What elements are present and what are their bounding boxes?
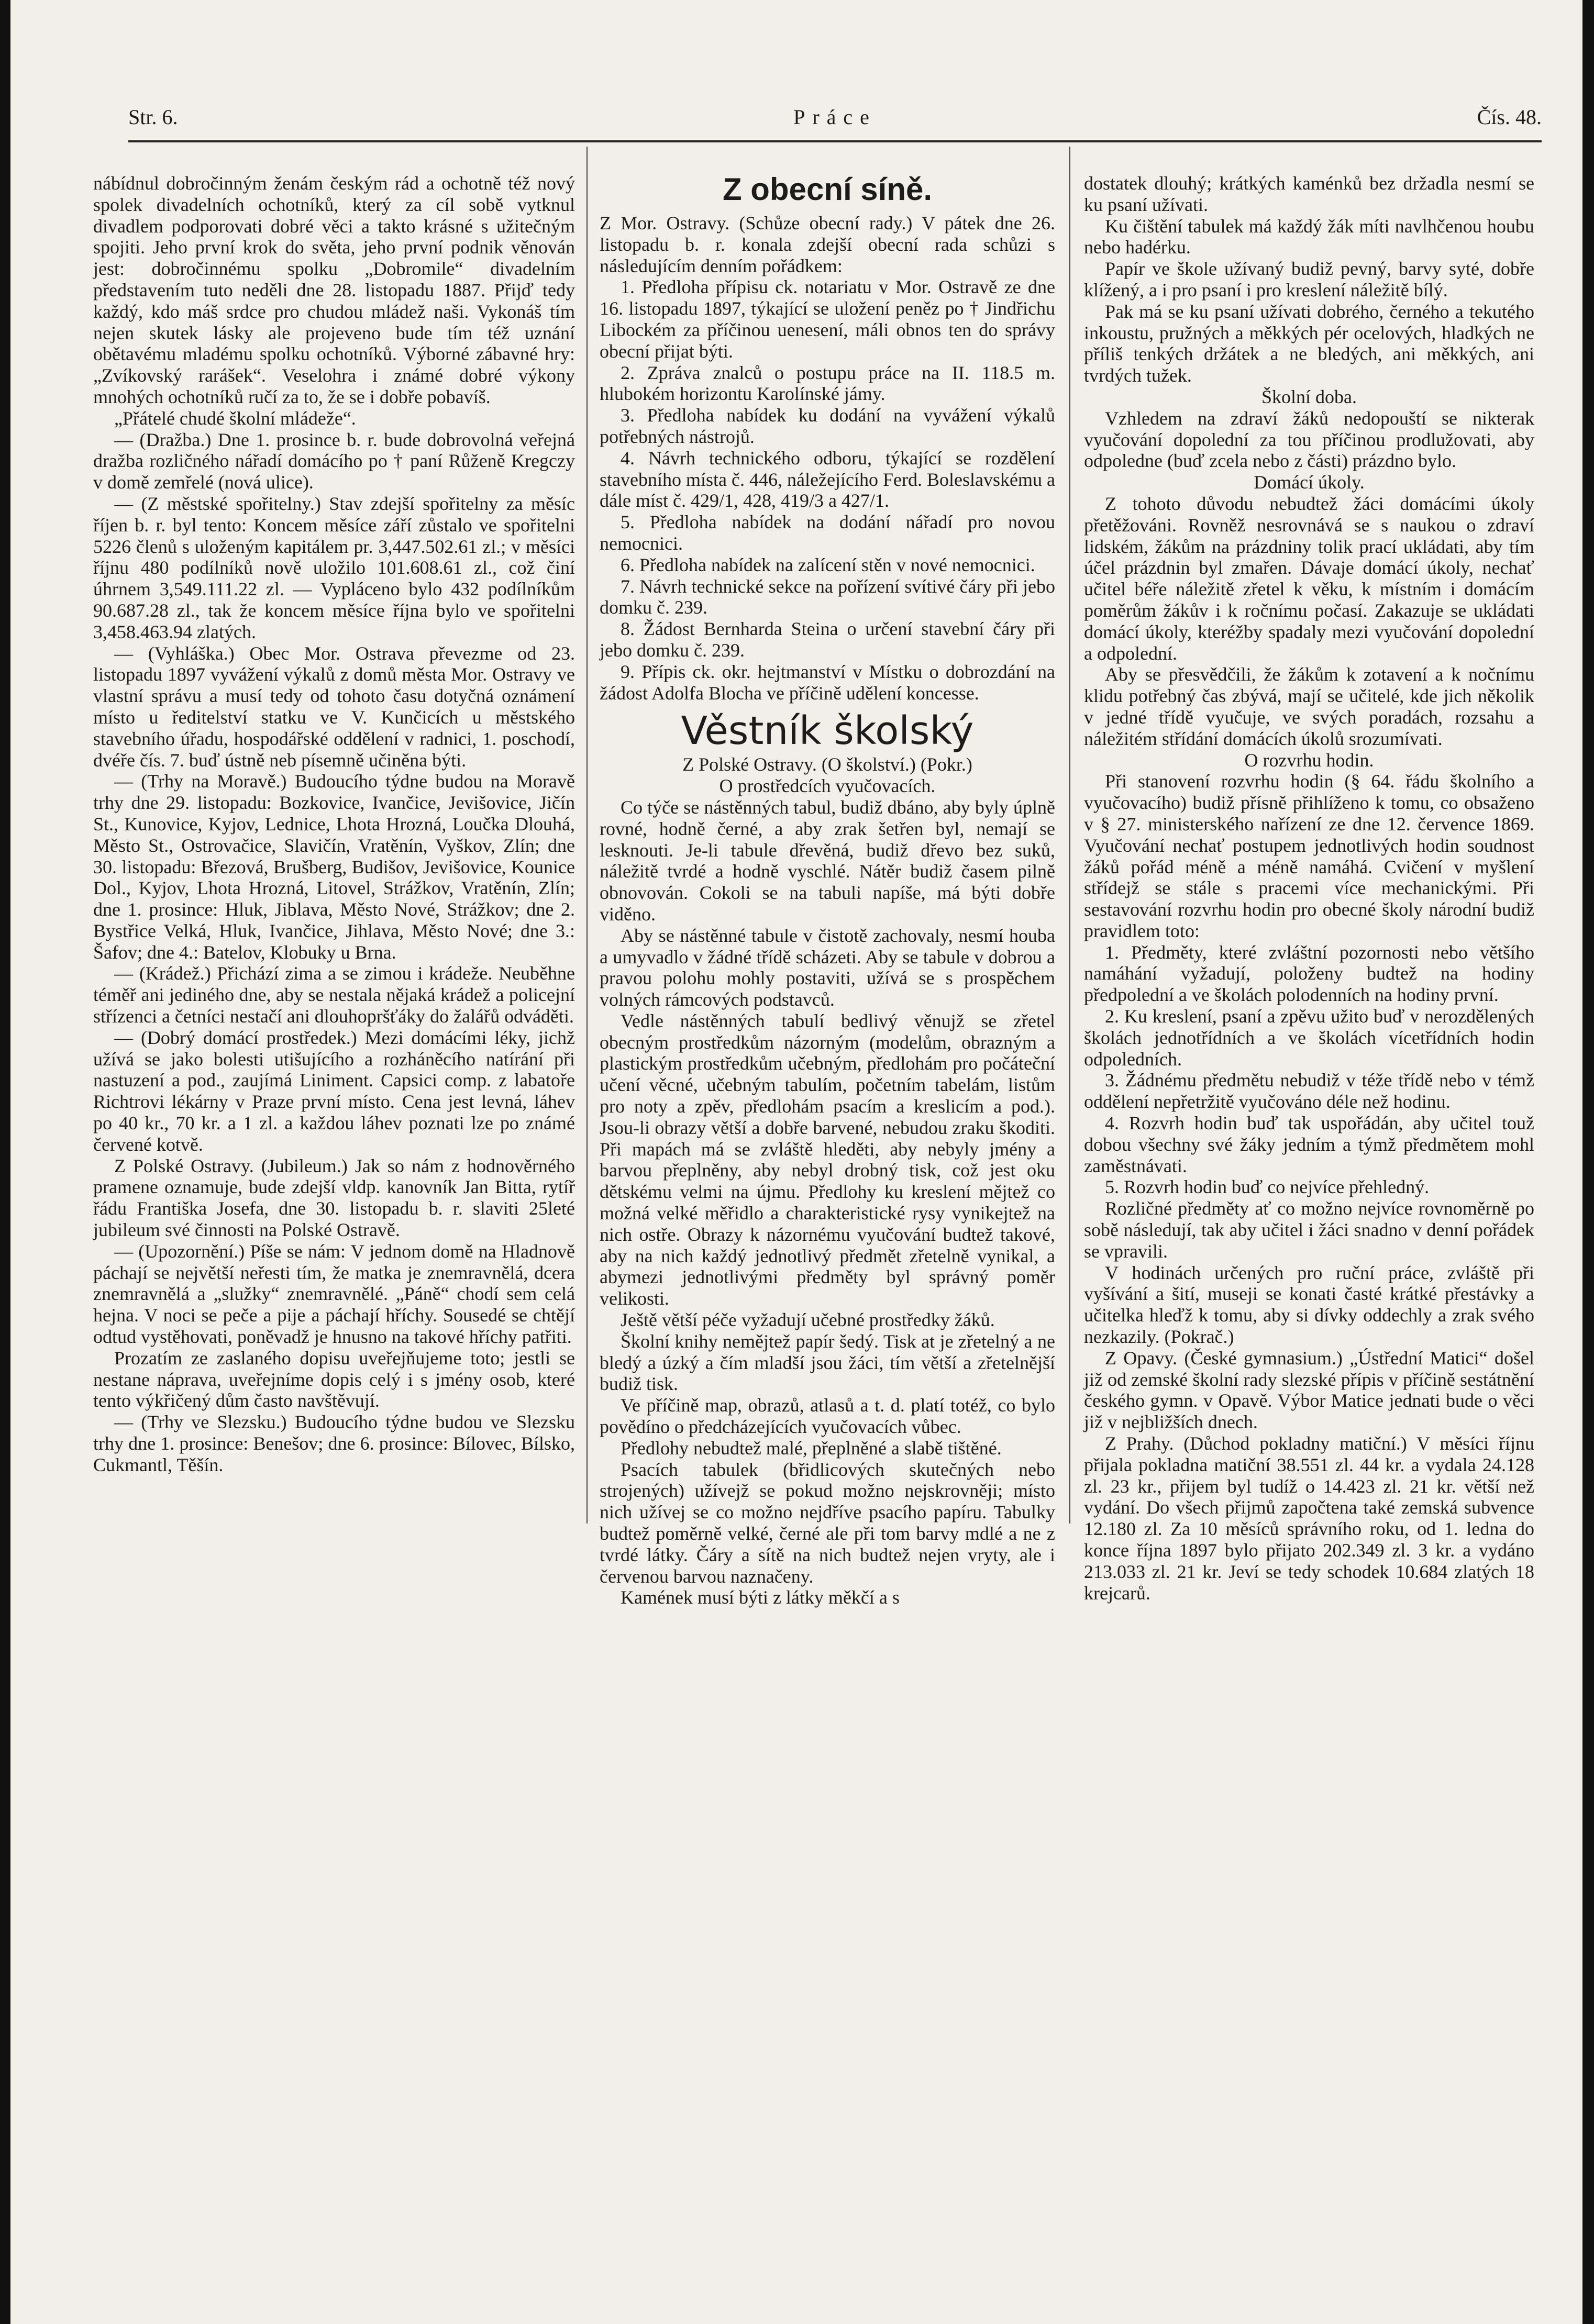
- page-header: [128, 105, 1542, 141]
- paragraph: Ku čištění tabulek má každý žák míti navlhčenou houbu nebo hadérku.: [1084, 215, 1534, 258]
- paragraph: 2. Ku kreslení, psaní a zpěvu užito buď v nerozdělených školách jednotřídních a ve školách vícetřídních hodin odpoledních.: [1084, 1006, 1534, 1070]
- paragraph: nábídnul dobročinným ženám českým rád a ochotně též nový spolek divadelních ochotníků, který za cíl sobě vytknul divadlem podporovati dobré věci a takto krásné s užitečným spojiti. Jeho první krok do světa, jeho první podnik věnován jest: dobročinnému spolku „Dobromile“ divadelním představením tuto neděli dne 28. listopadu 1887. Přijď tedy každý, kdo máš srdce pro chudou mládež naši. Vykonáš tím nejen skutek lásky ale projeveno bude tím též uznání obětavému mladému spolku ochotníků. Výborné zábavné hry: „Zvíkovský rarášek“. Veselohra i známé dobré výkony mnohých ochotníků ručí za to, že se i dobře pobavíš.: [93, 173, 575, 407]
- paragraph: 3. Žádnému předmětu nebudiž v téže třídě nebo v témž oddělení nepřetržitě vyučováno déle než hodinu.: [1084, 1070, 1534, 1113]
- paragraph: V hodinách určených pro ruční práce, zvláště při vyšívání a šití, museji se konati časté krátké přestávky a učitelka hleďž k tomu, aby si dívky oddechly a zrak svého nezkazily. (Pokrač.): [1084, 1262, 1534, 1348]
- paragraph: Ve příčině map, obrazů, atlasů a t. d. platí totéž, co bylo povědíno o předcházejících vyučovacích vůbec.: [600, 1395, 1055, 1438]
- paragraph: Z Polské Ostravy. (O školství.) (Pokr.): [682, 754, 972, 775]
- paragraph: — (Dobrý domácí prostředek.) Mezi domácími léky, jichž užívá se jako bolesti utišujícího a rozháněcího natírání při nastuzení a pod., zaujímá Liniment. Capsici comp. z labatoře Richtrovi lékárny v Praze první místo. Cena jest levná, láhev po 40 kr., 70 kr. a 1 zl. a každou láhev poznati lze po známé červené kotvě.: [93, 1027, 575, 1155]
- header-rule: [128, 140, 1542, 142]
- paragraph: 1. Předloha přípisu ck. notariatu v Mor. Ostravě ze dne 16. listopadu 1897, týkající se uložení peněz po † Jindřichu Libockém za příčinou uenesení, máli obnos ten do správy obecní přijat býti.: [600, 276, 1055, 362]
- newspaper-title: Práce: [793, 105, 877, 129]
- column-2: [600, 173, 1055, 1608]
- paragraph: Domácí úkoly.: [1254, 472, 1365, 493]
- paragraph: 5. Rozvrh hodin buď co nejvíce přehledný.: [1105, 1176, 1430, 1198]
- paragraph: Předlohy nebudtež malé, přeplněné a slabě tištěné.: [621, 1437, 1002, 1459]
- paragraph: Rozličné předměty ať co možno nejvíce rovnoměrně po sobě následují, tak aby učitel i žáci snadno v denní pořádek se vpravili.: [1084, 1198, 1534, 1262]
- paragraph: 3. Předloha nabídek ku dodání na vyvážení výkalů potřebných nástrojů.: [600, 405, 1055, 447]
- column-divider-2: [1069, 147, 1070, 1524]
- paragraph: Aby se nástěnné tabule v čistotě zachovaly, nesmí houba a umyvadlo v žádné třídě scházeti. Aby se tabule v dobrou a pravou polohu mohly postaviti, užívá se s prospěchem volných rámcových podstavců.: [600, 925, 1055, 1010]
- paragraph: Co týče se nástěnných tabul, budiž dbáno, aby byly úplně rovné, hodně černé, a aby zrak šetřen byl, nemají se lesknouti. Je-li tabule dřevěná, budiž dřevo bez suků, náležitě tvrdé a hodně vyschlé. Nátěr budiž časem pilně obnovován. Cokoli se na tabuli napíše, má býti dobře viděno.: [600, 796, 1055, 925]
- paragraph: Prozatím ze zaslaného dopisu uveřejňujeme toto; jestli se nestane náprava, uveřejníme dopis celý i s jmény osob, které tento výkřičený dům často navštěvují.: [93, 1347, 575, 1411]
- paragraph: Z Polské Ostravy. (Jubileum.) Jak so nám z hodnověrného pramene oznamuje, bude zdejší vldp. kanovník Jan Bitta, rytíř řádu Františka Josefa, dne 30. listopadu b. r. slaviti 25leté jubileum své činnosti na Polské Ostravě.: [93, 1155, 575, 1241]
- paragraph: O rozvrhu hodin.: [1244, 749, 1374, 771]
- paragraph: 6. Předloha nabídek na zalícení stěn v nové nemocnici.: [621, 554, 1035, 575]
- column-divider-1: [586, 147, 588, 1524]
- paragraph: Z Prahy. (Důchod pokladny matiční.) V měsíci říjnu přijala pokladna matiční 38.551 zl. 44 kr. a vydala 24.128 zl. 23 kr., přijem byl tudíž o 14.423 zl. 21 kr. větší než vydání. Do všech přijmů započtena také zemská subvence 12.180 zl. Za 10 měsíců správního roku, od 1. ledna do konce října 1897 bylo přijato 202.349 zl. 3 kr. a vydáno 213.033 zl. 21 kr. Jeví se tedy schodek 10.684 zlatých 18 krejcarů.: [1084, 1433, 1534, 1604]
- page-number: Str. 6.: [128, 105, 178, 129]
- paragraph: 1. Předměty, které zvláštní pozornosti nebo většího namáhání vyžadují, položeny budtež na hodiny předpolední a ve školách polodenních na hodiny první.: [1084, 941, 1534, 1006]
- paragraph: Vzhledem na zdraví žáků nedopouští se nikterak vyučování dopolední za tou příčinou prodlužovati, aby odpoledne (buď zcela nebo z části) prázdno bylo.: [1084, 407, 1534, 472]
- paragraph: Kamének musí býti z látky měkčí a s: [621, 1587, 900, 1608]
- vestnik-skolsky-content: [600, 754, 1055, 1608]
- paragraph: „Přátelé chudé školní mládeže“.: [114, 407, 356, 429]
- paragraph: — (Dražba.) Dne 1. prosince b. r. bude dobrovolná veřejná dražba rozličného nářadí domácího po † paní Růženě Kregczy v domě zemřelé (nová ulice).: [93, 429, 575, 493]
- paragraph: O prostředcích vyučovacích.: [719, 775, 936, 797]
- paragraph: Papír ve škole užívaný budiž pevný, barvy syté, dobře klížený, a i pro psaní i pro kreslení náležitě bílý.: [1084, 258, 1534, 301]
- paragraph: Při stanovení rozvrhu hodin (§ 64. řádu školního a vyučovacího) budiž přísně přihlíženo k tomu, co obsaženo v § 27. ministerského nařízení ze dne 12. července 1869. Vyučování nechať postupem jednotlivých hodin soudnost žáků pořád méně a méně namáhá. Cvičení v myšlení střídejž se stále s pracemi více mechanickými. Při sestavování rozvrhu hodin pro obecné školy národní budiž pravidlem toto:: [1084, 771, 1534, 941]
- section-heading-obecni-sin: Z obecní síně.: [722, 172, 933, 207]
- paragraph: Z tohoto důvodu nebudtež žáci domácími úkoly přetěžováni. Rovněž nesrovnává se s naukou o zdraví lidském, žákům na prázdniny tolik prací ukládati, aby tím účel prázdnin byl zmařen. Dávaje domácí úkoly, nechať učitel béře náležitě zřetel k věku, k místním i domácím poměrům žákův i k ročnímu počasí. Zakazuje se ukládati domácí úkoly, kteréžby spadaly mezi vyučování dopolední a odpolední.: [1084, 493, 1534, 664]
- paragraph: Školní knihy nemějtež papír šedý. Tisk at je zřetelný a ne bledý a úzký a čím mladší jsou žáci, tím větší a zřetelnější budiž tisk.: [600, 1330, 1055, 1395]
- paragraph: 7. Návrh technické sekce na pořízení svítivé čáry při jebo domku č. 239.: [600, 575, 1055, 618]
- paragraph: Ještě větší péče vyžadují učebné prostředky žáků.: [621, 1309, 995, 1331]
- paragraph: dostatek dlouhý; krátkých kaménků bez držadla nesmí se ku psaní užívati.: [1084, 173, 1534, 215]
- column-1: [93, 173, 575, 1476]
- paragraph: — (Trhy na Moravě.) Budoucího týdne budou na Moravě trhy dne 29. listopadu: Bozkovice, Ivančice, Jevišovice, Jičín St., Kunovice, Kyjov, Lednice, Lhota Hrozná, Loučka Dlouhá, Město St., Ostrovačice, Slavičín, Vratěnín, Vyškov, Zlín; dne 30. listopadu: Březová, Brušberg, Budišov, Jevišovice, Kounice Dol., Kyjov, Lhota Hrozná, Litovel, Strážkov, Vratěnín, Zlín; dne 1. prosince: Hluk, Jiblava, Město Nové, Strážkov; dne 2. Bystřice Velká, Hluk, Ivančice, Jihlava, Město Nové; dne 3.: Šafov; dne 4.: Batelov, Klobuky u Brna.: [93, 771, 575, 963]
- paragraph: 2. Zpráva znalců o postupu práce na II. 118.5 m. hlubokém horizontu Karolínské jámy.: [600, 362, 1055, 405]
- paragraph: — (Z městské spořitelny.) Stav zdejší spořitelny za měsíc říjen b. r. byl tento: Koncem měsíce září zůstalo ve spořitelni 5226 členů s uloženým kapitálem pr. 3,447.502.61 zl.; v měsíci říjnu 480 podílníků nově uložilo 101.608.61 zl., což činí úhrnem 3,549.111.22 zl. — Vypláceno bylo 432 podílníkům 90.687.28 zl., tak že koncem měsíce října bylo ve spořitelni 3,458.463.94 zlatých.: [93, 493, 575, 642]
- paragraph: Školní doba.: [1261, 386, 1357, 407]
- paragraph: — (Upozornění.) Píše se nám: V jednom domě na Hladnově páchají se největší neřesti tím, že matka je znemravnělá, dcera znemravnělá a „služky“ znemravnělé. „Páně“ chodí sem celá hejna. V noci se peče a pije a páchají hříchy. Sousedé se chtějí odtud vystěhovati, poněvadž je hnusno na takové hříchy patřiti.: [93, 1240, 575, 1348]
- paragraph: — (Krádež.) Přichází zima a se zimou i krádeže. Neuběhne téměř ani jediného dne, aby se nestala nějaká krádež a policejní střízenci a četníci nestačí ani dlouhopršťáky do žalářů odváděti.: [93, 963, 575, 1027]
- paragraph: 8. Žádost Bernharda Steina o určení stavební čáry při jebo domku č. 239.: [600, 618, 1055, 661]
- paragraph: 9. Přípis ck. okr. hejtmanství v Místku o dobrozdání na žádost Adolfa Blocha ve příčině udělení koncesse.: [600, 661, 1055, 704]
- column-3: [1084, 173, 1534, 1604]
- paragraph: Vedle nástěnných tabulí bedlivý věnujž se zřetel obecným prostředkům názorným (modelům, obrazným a plastickým prostředkům učebným, předlohám pro počáteční učení věcné, učebným tabulím, početním tabelám, listům pro noty a zpěv, předlohám psacím a kreslicím a pod.). Jsou-li obrazy větší a dobře barvené, nebudou zraku škoditi. Při mapách má se zvláště hleděti, aby nebyly jmény a barvou přeplněny, aby nebyl drobný tisk, což jest oku dětskému velmi na újmu. Předlohy ku kreslení mějtež co možná velké měřidlo a charakteristické rysy vynikejtež na nich ostře. Obrazy k názornému vyučování budtež takové, aby na nich každý jednotlivý předmět zřetelně vynikal, a abymezi jednotlivými předměty byl správný poměr velikosti.: [600, 1010, 1055, 1309]
- paragraph: Pak má se ku psaní užívati dobrého, černého a tekutého inkoustu, pružných a měkkých pér ocelových, hladkých ne příliš tenkých držátek a ne bledých, ani měkkých, ani tvrdých tužek.: [1084, 301, 1534, 386]
- paragraph: — (Trhy ve Slezsku.) Budoucího týdne budou ve Slezsku trhy dne 1. prosince: Benešov; dne 6. prosince: Bílovec, Bílsko, Cukmantl, Těšín.: [93, 1411, 575, 1475]
- paragraph: 4. Návrh technického odboru, týkající se rozdělení stavebního místa č. 446, náležejícího Ferd. Boleslavskému a dále míst č. 429/1, 428, 419/3 a 427/1.: [600, 447, 1055, 511]
- paragraph: 4. Rozvrh hodin buď tak uspořádán, aby učitel touž dobou všechny své žáky jedním a týmž předmětem mohl zaměstnávati.: [1084, 1113, 1534, 1176]
- paragraph: Z Mor. Ostravy. (Schůze obecní rady.) V pátek dne 26. listopadu b. r. konala zdejší obecní rada schůzi s následujícím denním pořádkem:: [600, 213, 1055, 276]
- paragraph: Z Opavy. (České gymnasium.) „Ústřední Matici“ došel již od zemské školní rady slezské přípis v příčině sestátnění českého gymn. v Opavě. Výbor Matice jednati bude o věci již v nejbližších dnech.: [1084, 1347, 1534, 1433]
- paragraph: Psacích tabulek (břidlicových skutečných nebo strojených) užívejž se pokud možno nejskrovněji; místo nich užívej se co možno nejdříve psacího papíru. Tabulky budtež poměrně velké, černé ale při tom barvy mdlé a ne z tvrdé látky. Čáry a sítě na nich budtež nejen vryty, ale i červenou barvou naznačeny.: [600, 1459, 1055, 1587]
- section-heading-vestnik-skolsky: Věstník školský: [681, 708, 974, 754]
- paragraph: — (Vyhláška.) Obec Mor. Ostrava převezme od 23. listopadu 1897 vyvážení výkalů z domů města Mor. Ostravy ve vlastní správu a musí tedy od tohoto času dotyčná oznámení místo u ředitelství statku ve V. Kunčicích u městského stavebního úřadu, hospodářské oddělení v radnici, 1. poschodí, dvéře čís. 7. buď ústně neb písemně učiněna býti.: [93, 642, 575, 771]
- issue-number: Čís. 48.: [1477, 105, 1542, 129]
- obecni-sin-content: [600, 213, 1055, 704]
- paragraph: Aby se přesvědčili, že žákům k zotavení a k nočnímu klidu potřebný čas zbývá, mají se učitelé, kde jich několik v jedné třídě vyučuje, ve svých poradách, rozsahu a náležitém střídání domácích úkolů srozumívati.: [1084, 664, 1534, 749]
- paragraph: 5. Předloha nabídek na dodání nářadí pro novou nemocnici.: [600, 511, 1055, 554]
